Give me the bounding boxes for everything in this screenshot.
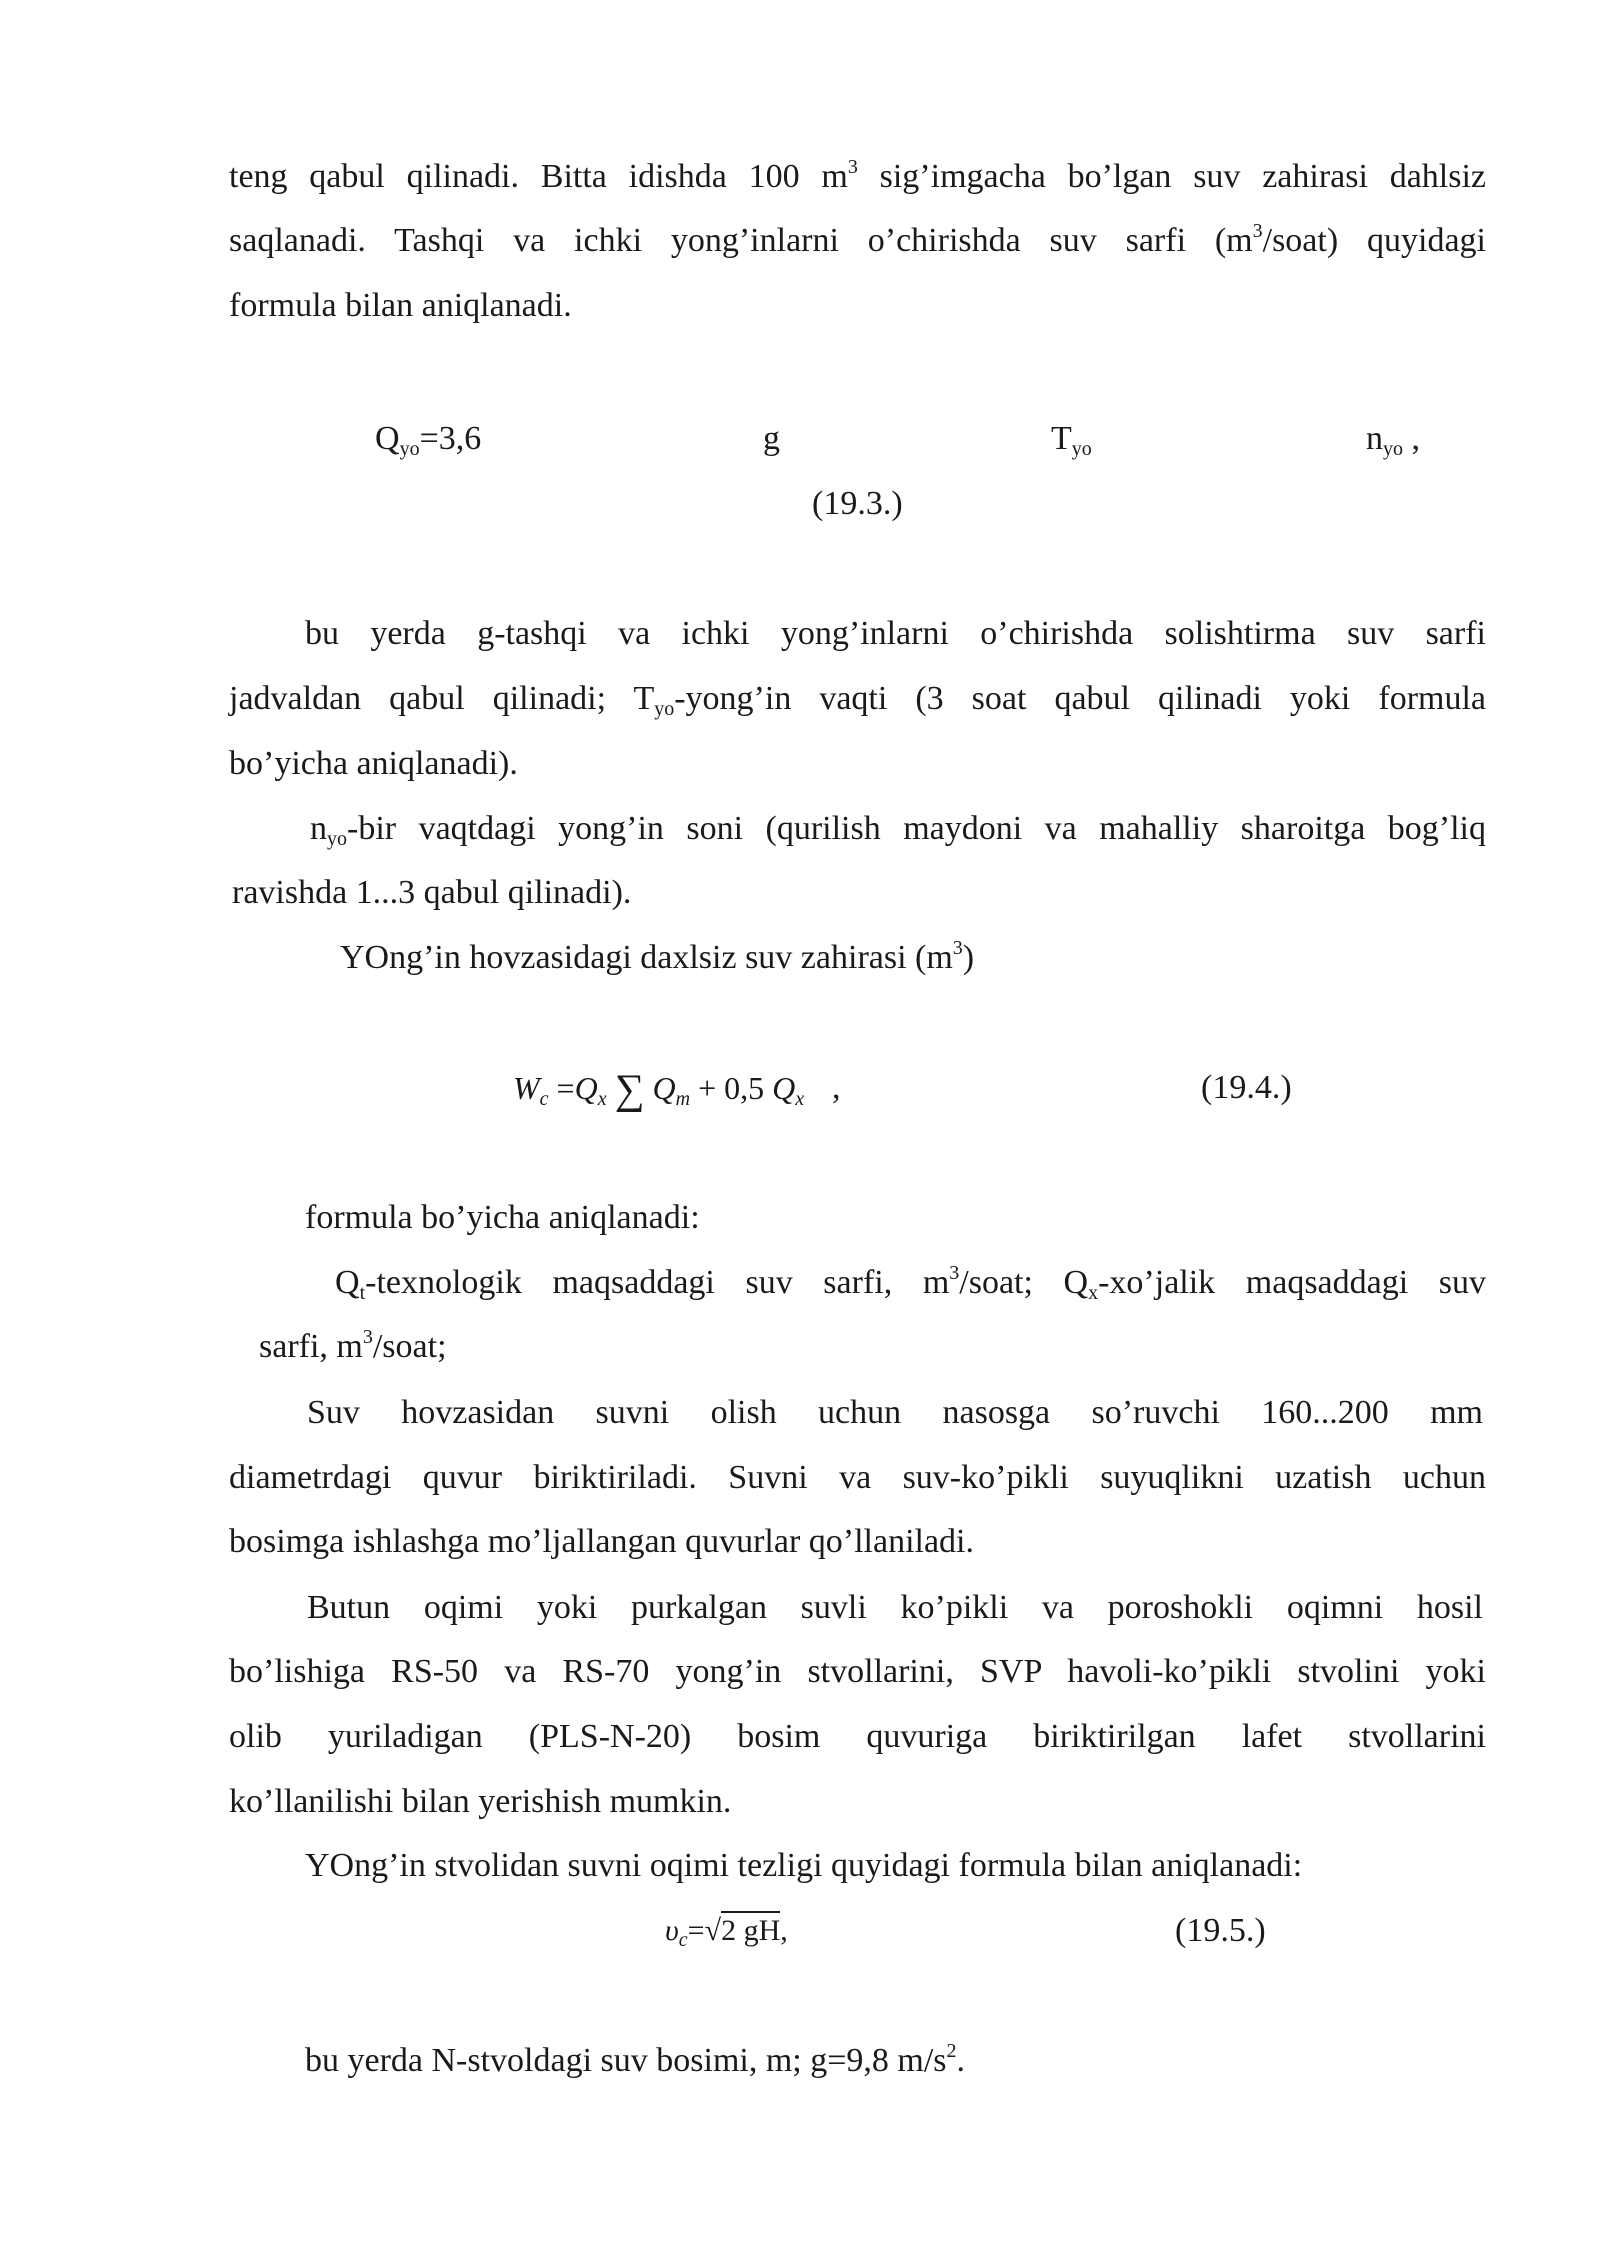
text-line-8: ravishda 1...3 qabul qilinadi).	[232, 874, 632, 911]
formula-19-3-n: $n_{yo}$ ,	[1366, 420, 1420, 460]
text-line-16: Butun oqimi yoki purkalgan suvli ko’pikli va poroshokli oqimni hosil	[307, 1589, 1483, 1626]
formula-19-3-number: (19.3.)	[812, 485, 903, 522]
text-line-18: olib yuriladigan (PLS-N-20) bosim quvuriga biriktirilgan lafet stvollarini	[229, 1718, 1486, 1755]
text-line-10: formula bo’yicha aniqlanadi:	[305, 1199, 700, 1236]
formula-19-4-comma: ,	[832, 1069, 841, 1106]
formula-19-5: $\upsilon_c=√2$ gH,	[665, 1911, 788, 1951]
text-line-7: $n_{yo}$-bir vaqtdagi yong’in soni (qurilish maydoni va mahalliy sharoitga bog’liq	[310, 810, 1486, 850]
text-line-3: formula bilan aniqlanadi.	[229, 287, 572, 324]
text-line-17: bo’lishiga RS-50 va RS-70 yong’in stvollarini, SVP havoli-ko’pikli stvolini yoki	[229, 1653, 1486, 1690]
text-line-4: bu yerda g-tashqi va ichki yong’inlarni o’chirishda solishtirma suv sarfi	[305, 615, 1486, 652]
text-line-2: saqlanadi. Tashqi va ichki yong’inlarni o’chirishda suv sarfi $(m^3/soat)$ quyidagi	[229, 220, 1486, 259]
text-line-5: jadvaldan qabul qilinadi; $T_{yo}-yong’in$ vaqti (3 soat qabul qilinadi yoki formula	[229, 680, 1486, 720]
formula-19-4: $W_c =Q_x$ ∑ $Q_m + 0,5$ $Q_x$	[513, 1067, 805, 1113]
formula-19-3-q: $Q_{yo}=3,6$	[375, 420, 482, 460]
formula-19-3-t: $T_{yo}$	[1051, 420, 1092, 460]
text-line-15: bosimga ishlashga mo’ljallangan quvurlar qo’llaniladi.	[229, 1523, 974, 1560]
text-line-1: teng qabul qilinadi. Bitta idishda 100 $m^3$ sig’imgacha bo’lgan suv zahirasi dahlsiz	[229, 156, 1487, 195]
text-line-14: diametrdagi quvur biriktiriladi. Suvni va suv-ko’pikli suyuqlikni uzatish uchun	[229, 1459, 1486, 1496]
formula-19-4-number: (19.4.)	[1201, 1069, 1292, 1106]
text-line-6: bo’yicha aniqlanadi).	[229, 745, 518, 782]
formula-19-3-g: g	[763, 420, 780, 457]
text-line-9: YOng’in hovzasidagi daxlsiz suv zahirasi $(m^3)$	[340, 937, 975, 976]
formula-19-5-number: (19.5.)	[1175, 1912, 1266, 1949]
text-line-20: YOng’in stvolidan suvni oqimi tezligi quyidagi formula bilan aniqlanadi:	[305, 1847, 1303, 1884]
text-line-19: ko’llanilishi bilan yerishish mumkin.	[229, 1783, 732, 1820]
text-line-21: bu yerda N-stvoldagi suv bosimi, m; g=9,8 $m/s^2$.	[305, 2040, 966, 2079]
text-line-12: sarfi, $m^3$/soat;	[259, 1326, 447, 1365]
text-line-11: $Q_t$-texnologik maqsaddagi suv sarfi, $m^3$/soat; $Q_x-xo’jalik$ maqsaddagi suv	[335, 1262, 1487, 1304]
text-line-13: Suv hovzasidan suvni olish uchun nasosga so’ruvchi 160...200 mm	[307, 1394, 1483, 1431]
